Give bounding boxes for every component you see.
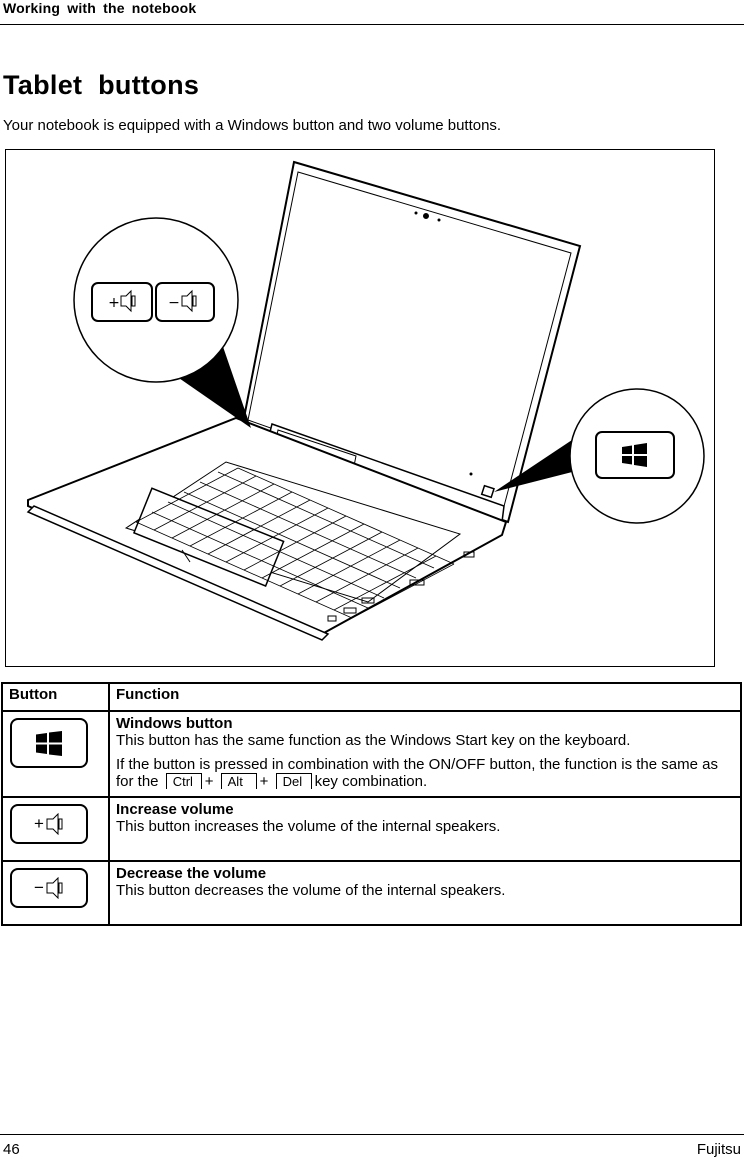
- callout-volume-up-button: [92, 283, 152, 321]
- notebook-drawing: [6, 150, 714, 666]
- callout-windows-button: [596, 432, 674, 478]
- callout-volume-down-button: [156, 283, 214, 321]
- function-desc: This button decreases the volume of the internal speakers.: [116, 882, 506, 899]
- volume-up-button-image: [10, 804, 88, 844]
- function-cell: [109, 797, 741, 861]
- button-cell: [2, 797, 109, 861]
- windows-icon: [36, 731, 62, 756]
- function-cell: [109, 711, 741, 797]
- function-desc-combination: [116, 756, 734, 790]
- function-desc: This button increases the volume of the internal speakers.: [116, 818, 501, 835]
- callout-down-symbol: −: [168, 295, 180, 311]
- volume-up-icon: [46, 813, 64, 835]
- intro-text: Your notebook is equipped with a Windows button and two volume buttons.: [3, 117, 502, 134]
- minus-symbol: −: [34, 878, 44, 897]
- button-cell: [2, 861, 109, 925]
- key-ctrl: Ctrl: [166, 773, 202, 789]
- combination-text-end: key combination.: [314, 773, 428, 790]
- volume-down-icon: [46, 877, 64, 899]
- callout-up-symbol: +: [108, 295, 120, 311]
- volume-down-button-image: [10, 868, 88, 908]
- windows-button-image: [10, 718, 88, 768]
- function-cell: [109, 861, 741, 925]
- page-title: Tablet buttons: [3, 70, 200, 100]
- plus-symbol: +: [34, 814, 44, 833]
- combination-text: If the button is pressed in combination with the ON/OFF button, the function is the same as for the: [116, 756, 718, 790]
- key-del: Del: [276, 773, 312, 789]
- function-title: Increase volume: [116, 801, 234, 818]
- button-function-table: [1, 682, 742, 926]
- table-row: [2, 711, 741, 797]
- footer-rule: [0, 1134, 744, 1135]
- table-row: [2, 797, 741, 861]
- notebook-illustration: [5, 149, 715, 667]
- running-header: Working with the notebook: [3, 0, 197, 16]
- function-title: Windows button: [116, 715, 233, 732]
- function-title: Decrease the volume: [116, 865, 267, 882]
- button-cell: [2, 711, 109, 797]
- key-alt: Alt: [221, 773, 257, 789]
- col-header-button: Button: [2, 683, 109, 711]
- plus-sign: +: [259, 773, 269, 790]
- plus-sign: +: [204, 773, 214, 790]
- col-header-function: Function: [109, 683, 741, 711]
- table-header-row: [2, 683, 741, 711]
- footer-brand: Fujitsu: [696, 1141, 741, 1158]
- table-row: [2, 861, 741, 925]
- page-number: 46: [3, 1141, 20, 1158]
- function-desc: This button has the same function as the Windows Start key on the keyboard.: [116, 732, 631, 749]
- header-rule: [0, 24, 744, 25]
